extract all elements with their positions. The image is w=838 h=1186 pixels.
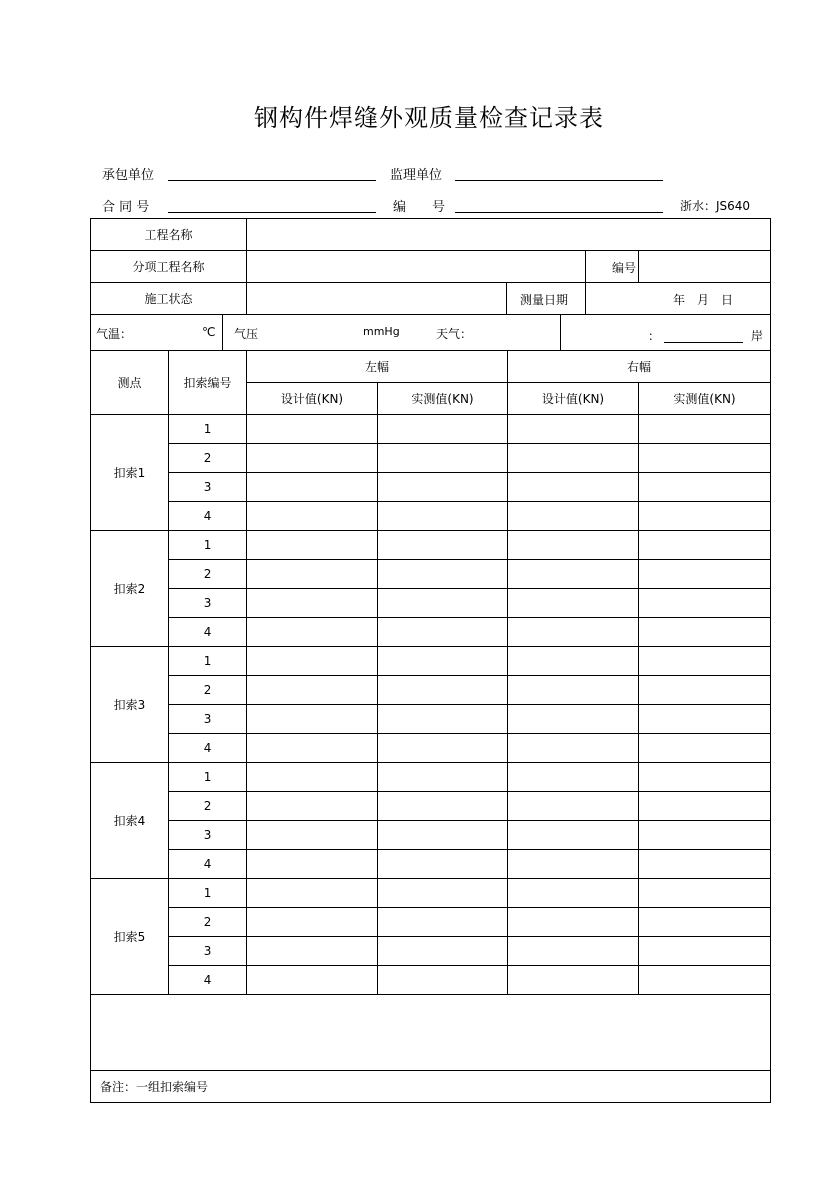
right-measured-cell[interactable] (639, 473, 771, 502)
right-design-cell[interactable] (508, 560, 639, 589)
remark: 备注：一组扣索编号 (91, 1071, 771, 1103)
cable-row-number: 3 (169, 705, 247, 734)
right-design-cell[interactable] (508, 444, 639, 473)
left-measured-cell[interactable] (378, 444, 508, 473)
cable-row-number: 2 (169, 792, 247, 821)
left-design-cell[interactable] (247, 705, 378, 734)
cable-row-number: 2 (169, 444, 247, 473)
record-table (90, 218, 771, 1103)
right-design-cell[interactable] (508, 473, 639, 502)
cable-group-label: 扣索4 (91, 763, 169, 879)
cable-group-label: 扣索2 (91, 531, 169, 647)
left-design-cell[interactable] (247, 618, 378, 647)
cable-row-number: 4 (169, 502, 247, 531)
cable-row-number: 4 (169, 850, 247, 879)
table-row (91, 879, 771, 908)
right-measured-cell[interactable] (639, 908, 771, 937)
right-measured-cell[interactable] (639, 647, 771, 676)
cable-row-number: 1 (169, 879, 247, 908)
weather-label: 天气： (436, 327, 473, 341)
left-width-header: 左幅 (247, 351, 508, 383)
left-measured-cell[interactable] (378, 502, 508, 531)
left-measured-cell[interactable] (378, 763, 508, 792)
left-design-cell[interactable] (247, 792, 378, 821)
cable-row-number: 3 (169, 937, 247, 966)
left-design-cell[interactable] (247, 502, 378, 531)
cable-row-number: 2 (169, 560, 247, 589)
table-row (91, 705, 771, 734)
supervisor-label: 监理单位 (390, 168, 443, 183)
left-measured-cell[interactable] (378, 415, 508, 444)
left-measured-cell[interactable] (378, 879, 508, 908)
right-measured-cell[interactable] (639, 676, 771, 705)
table-row (91, 560, 771, 589)
right-design-cell[interactable] (508, 647, 639, 676)
left-design-cell[interactable] (247, 415, 378, 444)
right-measured-cell[interactable] (639, 821, 771, 850)
left-design-cell[interactable] (247, 966, 378, 995)
right-design-cell[interactable] (508, 734, 639, 763)
table-row (91, 589, 771, 618)
right-design-cell[interactable] (508, 908, 639, 937)
table-row (91, 763, 771, 792)
date-units: 年 月 日 (673, 293, 734, 307)
col-cable-no-header: 扣索编号 (169, 351, 247, 415)
right-measured-cell[interactable] (639, 618, 771, 647)
left-design-cell[interactable] (247, 444, 378, 473)
right-design-cell[interactable] (508, 589, 639, 618)
left-measured-cell[interactable] (378, 618, 508, 647)
temperature-unit: ℃ (202, 325, 216, 339)
pressure-label: 气压 (234, 327, 259, 341)
temperature-label: 气温： (96, 327, 133, 341)
left-design-cell[interactable] (247, 850, 378, 879)
left-measured-cell[interactable] (378, 473, 508, 502)
table-row (91, 850, 771, 879)
table-row (91, 734, 771, 763)
right-measured-cell[interactable] (639, 502, 771, 531)
cable-row-number: 3 (169, 589, 247, 618)
left-design-cell[interactable] (247, 821, 378, 850)
contractor-field[interactable] (168, 180, 376, 181)
cable-row-number: 2 (169, 676, 247, 705)
right-measured-cell[interactable] (639, 879, 771, 908)
right-design-cell[interactable] (508, 792, 639, 821)
left-design-cell[interactable] (247, 589, 378, 618)
col-point-header: 测点 (91, 351, 169, 415)
left-design-cell[interactable] (247, 908, 378, 937)
page-title: 钢构件焊缝外观质量检查记录表 (254, 104, 604, 132)
right-design-cell[interactable] (508, 966, 639, 995)
left-measured-cell[interactable] (378, 792, 508, 821)
colon-mark: ： (648, 329, 661, 343)
right-measured-cell[interactable] (639, 734, 771, 763)
cable-row-number: 3 (169, 821, 247, 850)
weather-row (91, 315, 771, 351)
table-row (91, 937, 771, 966)
table-row (91, 792, 771, 821)
right-design-cell[interactable] (508, 937, 639, 966)
right-design-cell[interactable] (508, 415, 639, 444)
construction-status-row (247, 283, 771, 315)
left-design-cell[interactable] (247, 763, 378, 792)
left-measured-cell[interactable] (378, 966, 508, 995)
left-design-cell[interactable] (247, 647, 378, 676)
left-design-cell[interactable] (247, 734, 378, 763)
cable-groups (91, 415, 771, 995)
right-measured-cell[interactable] (639, 850, 771, 879)
cable-row-number: 4 (169, 966, 247, 995)
right-design-cell[interactable] (508, 618, 639, 647)
project-name-cell[interactable] (247, 219, 771, 251)
right-design-header: 设计值(KN) (508, 383, 639, 415)
supervisor-field[interactable] (455, 180, 663, 181)
blank-area[interactable] (91, 995, 771, 1071)
info-number-cell[interactable] (639, 251, 771, 283)
right-design-cell[interactable] (508, 821, 639, 850)
right-measured-cell[interactable] (639, 937, 771, 966)
left-measured-cell[interactable] (378, 647, 508, 676)
table-row (91, 415, 771, 444)
contract-no-field[interactable] (168, 212, 376, 213)
sub-project-label: 分项工程名称 (91, 251, 247, 283)
left-design-cell[interactable] (247, 676, 378, 705)
right-design-cell[interactable] (508, 763, 639, 792)
construction-status-label: 施工状态 (91, 283, 247, 315)
right-measured-cell[interactable] (639, 792, 771, 821)
cable-group-label: 扣索5 (91, 879, 169, 995)
table-row (91, 821, 771, 850)
left-measured-cell[interactable] (378, 734, 508, 763)
left-design-header: 设计值(KN) (247, 383, 378, 415)
left-design-cell[interactable] (247, 937, 378, 966)
table-row (91, 676, 771, 705)
right-design-cell[interactable] (508, 531, 639, 560)
table-row (91, 908, 771, 937)
cable-row-number: 1 (169, 647, 247, 676)
cable-row-number: 1 (169, 415, 247, 444)
left-design-cell[interactable] (247, 473, 378, 502)
left-design-cell[interactable] (247, 879, 378, 908)
construction-status-cell[interactable] (247, 283, 507, 314)
sub-project-cell[interactable] (247, 251, 639, 283)
left-measured-cell[interactable] (378, 850, 508, 879)
contract-no-label: 合 同 号 (102, 200, 150, 215)
right-width-header: 右幅 (508, 351, 771, 383)
right-design-cell[interactable] (508, 879, 639, 908)
right-measured-cell[interactable] (639, 415, 771, 444)
left-measured-cell[interactable] (378, 821, 508, 850)
left-design-cell[interactable] (247, 531, 378, 560)
table-row (91, 647, 771, 676)
info-number-label: 编号 (612, 261, 637, 275)
number-label: 编 号 (393, 200, 446, 215)
table-row (91, 618, 771, 647)
pressure-unit: mmHg (363, 325, 400, 338)
right-measured-header: 实测值(KN) (639, 383, 771, 415)
cable-row-number: 1 (169, 763, 247, 792)
right-design-cell[interactable] (508, 850, 639, 879)
project-name-label: 工程名称 (91, 219, 247, 251)
left-measured-cell[interactable] (378, 937, 508, 966)
cable-row-number: 4 (169, 618, 247, 647)
left-measured-cell[interactable] (378, 560, 508, 589)
right-measured-cell[interactable] (639, 444, 771, 473)
table-row (91, 444, 771, 473)
left-design-cell[interactable] (247, 560, 378, 589)
left-measured-cell[interactable] (378, 589, 508, 618)
table-row (91, 966, 771, 995)
cable-row-number: 1 (169, 531, 247, 560)
right-measured-cell[interactable] (639, 560, 771, 589)
right-measured-cell[interactable] (639, 763, 771, 792)
right-measured-cell[interactable] (639, 705, 771, 734)
left-measured-cell[interactable] (378, 676, 508, 705)
right-design-cell[interactable] (508, 502, 639, 531)
number-field[interactable] (455, 212, 663, 213)
table-row (91, 473, 771, 502)
contractor-label: 承包单位 (102, 168, 155, 183)
measure-date-label: 测量日期 (520, 293, 569, 307)
left-measured-cell[interactable] (378, 908, 508, 937)
right-design-cell[interactable] (508, 676, 639, 705)
left-measured-header: 实测值(KN) (378, 383, 508, 415)
right-measured-cell[interactable] (639, 589, 771, 618)
cable-row-number: 3 (169, 473, 247, 502)
cable-row-number: 2 (169, 908, 247, 937)
right-measured-cell[interactable] (639, 531, 771, 560)
table-row (91, 502, 771, 531)
cable-row-number: 4 (169, 734, 247, 763)
cable-group-label: 扣索1 (91, 415, 169, 531)
table-row (91, 531, 771, 560)
left-measured-cell[interactable] (378, 705, 508, 734)
bank-label: 岸 (751, 329, 764, 343)
left-measured-cell[interactable] (378, 531, 508, 560)
form-code: 浙水：JS640 (680, 199, 751, 213)
right-measured-cell[interactable] (639, 966, 771, 995)
cable-group-label: 扣索3 (91, 647, 169, 763)
bank-field[interactable] (664, 342, 743, 343)
right-design-cell[interactable] (508, 705, 639, 734)
